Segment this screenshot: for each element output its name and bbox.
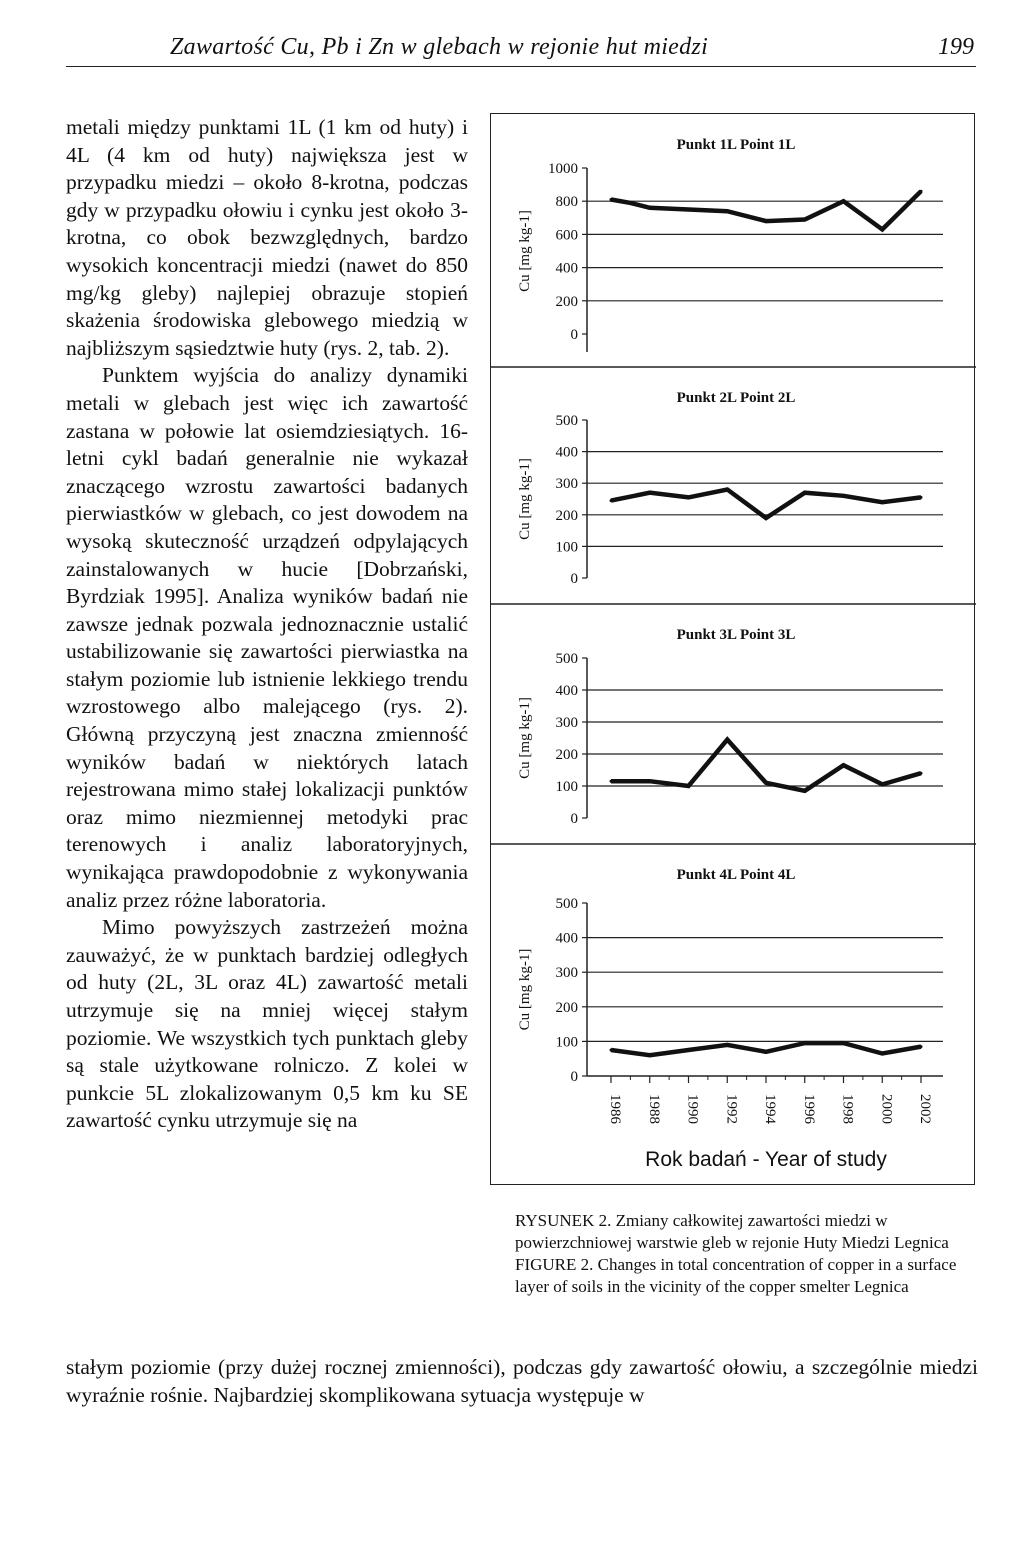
panel-3-y-tick-label: 400	[555, 683, 578, 699]
panel-1-data-point	[629, 201, 632, 204]
panel-2-data-point	[765, 516, 768, 519]
panel-3-data-point	[610, 780, 613, 783]
panel-1-y-tick-label: 400	[555, 260, 578, 277]
panel-1-series-line	[611, 191, 921, 229]
panel-2-data-point	[920, 496, 923, 499]
caption-polish: RYSUNEK 2. Zmiany całkowitej zawartości miedzi w powierzchniowej warstwie gleb w rejonie Huty Miedzi Legnica	[515, 1211, 949, 1252]
panel-4-y-tick-label: 100	[555, 1034, 578, 1051]
panel-1-y-tick-label: 0	[570, 327, 578, 343]
panel-2-data-point	[881, 501, 884, 504]
panel-2-data-point	[842, 494, 845, 497]
panel-4-data-point	[687, 1049, 690, 1052]
bottom-text	[66, 1354, 978, 1409]
panel-4-x-tick-label: 1994	[762, 1094, 778, 1124]
panel-1-y-tick-label: 1000	[548, 161, 578, 177]
panel-4-data-point	[610, 1049, 613, 1052]
panel-4-y-axis-label: Cu [mg kg-1]	[517, 948, 533, 1031]
panel-4-x-tick-label: 1992	[723, 1094, 740, 1124]
paragraph-3: Mimo powyższych zastrzeżeń można zauważyć, że w punktach bardziej odległych od huty (2L, 3L oraz 4L) zawartość metali utrzymuje się na mniej więcej stałym poziomie. We wszystkich tych punktach gleby są stale użytkowane rolniczo. Z kolei w punkcie 5L zlokalizowanym 0,5 km ku SE zawartość cynku utrzymuje się na	[66, 915, 468, 1133]
panel-3-data-point	[726, 738, 729, 741]
panel-4-y-tick-label: 500	[555, 896, 578, 912]
panel-4-x-tick-label: 2000	[878, 1094, 895, 1124]
panel-1-title: Punkt 1L Point 1L	[676, 137, 796, 153]
panel-4-data-point	[803, 1042, 806, 1045]
paragraph-continuation: stałym poziomie (przy dużej rocznej zmienności), podczas gdy zawartość ołowiu, a szczególnie miedzi wyraźnie rośnie. Najbardziej skomplikowana sytuacja występuje w	[66, 1355, 978, 1407]
panel-4-data-point	[842, 1042, 845, 1045]
panel-2-title: Punkt 2L Point 2L	[676, 390, 796, 406]
panel-3-y-axis-label: Cu [mg kg-1]	[517, 697, 533, 779]
panel-4-x-tick-label: 2002	[917, 1094, 933, 1124]
panel-2-y-tick-label: 400	[555, 444, 578, 461]
panel-4-data-point	[881, 1052, 884, 1055]
panel-3-y-tick-label: 100	[555, 779, 578, 795]
panel-3-y-tick-label: 0	[570, 811, 578, 827]
panel-3-y-tick-label: 300	[555, 715, 578, 731]
panel-4-data-point	[648, 1054, 651, 1057]
panel-2-y-tick-label: 300	[555, 476, 578, 493]
left-column	[66, 114, 468, 1135]
panel-2-y-tick-label: 200	[555, 507, 578, 524]
panel-1-data-point	[726, 210, 729, 213]
figure-caption	[515, 1210, 980, 1298]
paragraph-2: Punktem wyjścia do analizy dynamiki metali w glebach jest więc ich zawartość zastana w połowie lat osiemdziesiątych. 16-letni cykl badań generalnie nie wykazał znaczącego wzrostu zawartości badanych pierwiastków w glebach, co jest dowodem na wysoką skuteczność urządzeń odpylających zainstalowanych w hucie [Dobrzański, Byrdziak 1995]. Analiza wyników badań nie zawsze jednak pozwala jednoznacznie ustalić ustabilizowanie się zawartości pierwiastka na stałym poziomie lub istnienie lekkiego trendu wzrostowego albo malejącego (rys. 2). Główną przyczyną jest znaczna zmienność wyników badań w niektórych latach rejestrowana mimo stałej lokalizacji punktów oraz mimo niezmiennej metodyki prac terenowych i analiz laboratoryjnych, wynikająca prawdopodobnie z wykonywania analiz przez różne laboratoria.	[66, 363, 468, 912]
page-number: 199	[938, 34, 974, 60]
figure-2	[490, 113, 975, 1185]
panel-1-data-point	[842, 200, 845, 203]
panel-3-title: Punkt 3L Point 3L	[676, 627, 796, 643]
panel-3-data-point	[765, 781, 768, 784]
paragraph-1: metali między punktami 1L (1 km od huty) i 4L (4 km od huty) największa jest w przypadku miedzi – około 8-krotna, podczas gdy w przypadku ołowiu i cynku jest około 3-krotna, co obok bezwzględnych, bardzo wysokich koncentracji miedzi (nawet do 850 mg/kg gleby) najlepiej obrazuje stopień skażenia środowiska glebowego miedzią w najbliższym sąsiedztwie huty (rys. 2, tab. 2).	[66, 115, 468, 360]
panel-3-data-point	[687, 785, 690, 788]
panel-1-y-axis-label: Cu [mg kg-1]	[517, 210, 533, 292]
panel-4-y-tick-label: 200	[555, 999, 578, 1016]
panel-1-y-tick-label: 200	[555, 293, 578, 310]
panel-4-x-tick-label: 1996	[800, 1094, 817, 1124]
panel-4-series-line	[611, 1043, 921, 1055]
panel-4-y-tick-label: 300	[555, 965, 578, 982]
figure-2-charts	[491, 114, 976, 1186]
panel-4-x-tick-label: 1988	[645, 1094, 662, 1124]
panel-4-y-tick-label: 0	[570, 1069, 578, 1085]
panel-4-y-tick-label: 400	[555, 930, 578, 947]
panel-1-data-point	[920, 190, 923, 193]
panel-3-data-point	[648, 780, 651, 783]
panel-1-data-point	[610, 198, 613, 201]
panel-4-title: Punkt 4L Point 4L	[676, 867, 796, 883]
panel-1-data-point	[803, 218, 806, 221]
x-axis-label: Rok badań - Year of study	[645, 1148, 887, 1171]
panel-2-data-point	[648, 491, 651, 494]
panel-2-data-point	[610, 499, 613, 502]
panel-2-y-tick-label: 500	[555, 413, 578, 429]
panel-3-data-point	[881, 783, 884, 786]
panel-2-data-point	[687, 496, 690, 499]
panel-4-data-point	[765, 1050, 768, 1053]
panel-4-x-tick-label: 1998	[839, 1094, 856, 1124]
panel-2-y-axis-label: Cu [mg kg-1]	[517, 458, 533, 540]
panel-3-y-tick-label: 200	[555, 747, 578, 763]
panel-3-data-point	[803, 789, 806, 792]
panel-1-y-tick-label: 600	[555, 227, 578, 244]
panel-4-data-point	[920, 1045, 923, 1048]
panel-1-y-tick-label: 800	[555, 194, 578, 211]
panel-4-x-tick-label: 1986	[607, 1094, 623, 1124]
panel-3-data-point	[920, 772, 923, 775]
panel-4-data-point	[726, 1043, 729, 1046]
panel-2-data-point	[726, 488, 729, 491]
panel-1-data-point	[881, 228, 884, 231]
panel-3-data-point	[842, 764, 845, 767]
panel-2-y-tick-label: 100	[555, 539, 578, 556]
panel-1-data-point	[687, 208, 690, 211]
panel-1-data-point	[648, 206, 651, 209]
panel-4-x-tick-label: 1990	[684, 1094, 701, 1124]
running-title: Zawartość Cu, Pb i Zn w glebach w rejonie hut miedzi	[170, 34, 709, 60]
panel-1-data-point	[765, 220, 768, 223]
caption-english: FIGURE 2. Changes in total concentration of copper in a surface layer of soils in the vicinity of the copper smelter Legnica	[515, 1255, 957, 1296]
running-head	[66, 30, 976, 67]
panel-2-y-tick-label: 0	[570, 571, 578, 587]
panel-2-series-line	[611, 490, 921, 519]
panel-2-data-point	[803, 491, 806, 494]
panel-3-y-tick-label: 500	[555, 651, 578, 667]
